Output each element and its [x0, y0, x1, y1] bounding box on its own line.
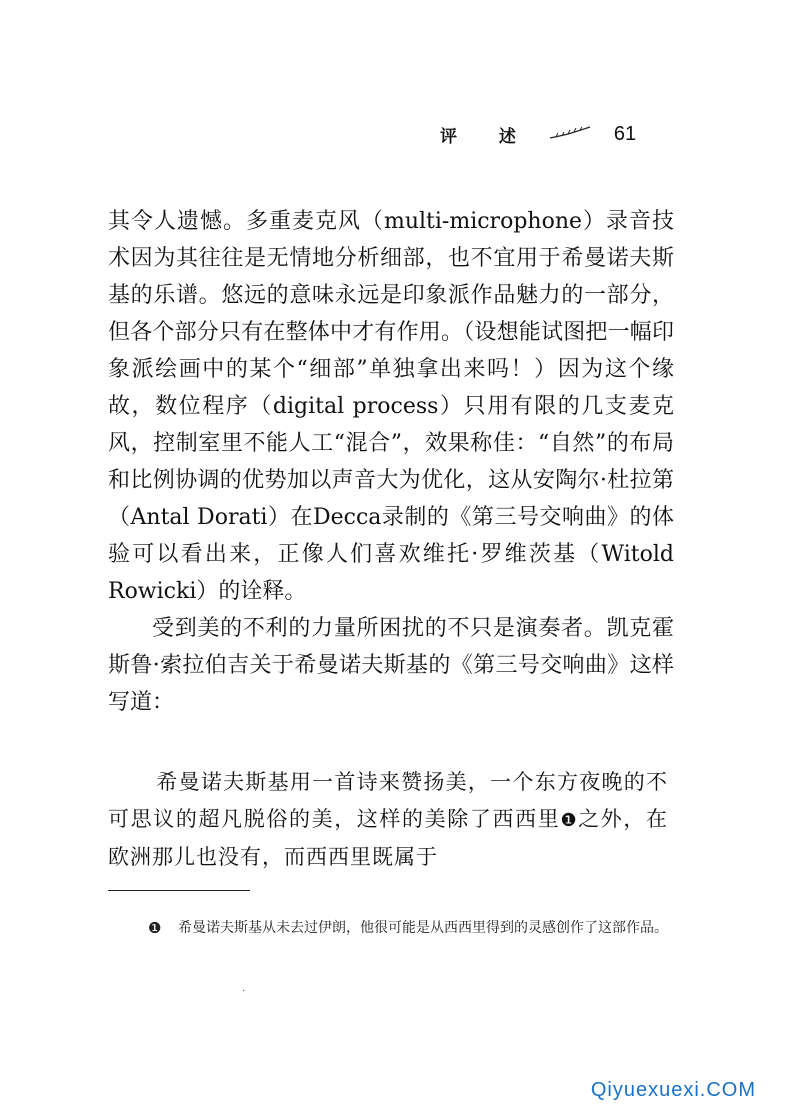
quote-text: 之外，在欧洲那儿也没有，而西西里既属于 — [108, 807, 669, 869]
quote-paragraph — [108, 764, 668, 876]
paragraph: 其令人遗憾。多重麦克风（multi-microphone）录音技术因为其往往是无情地分析细部，也不宜用于希曼诺夫斯基的乐谱。悠远的意味永远是印象派作品魅力的一部分，但各个部分只有在整体中才有作用。（设想能试图把一幅印象派绘画中的某个“细部”单独拿出来吗！）因为这个缘故，数位程序（digital process）只用有限的几支麦克风，控制室里不能人工“混合”，效果称佳：“自然”的布局和比例协调的优势加以声音大为优化，这从安陶尔·杜拉第（Antal Dorati）在Decca录制的《第三号交响曲》的体验可以看出来，正像人们喜欢维托·罗维茨基（Witold Rowicki）的诠释。 — [108, 209, 674, 604]
running-title: 评 述 — [440, 127, 534, 147]
body-text — [108, 203, 674, 721]
block-quote — [108, 764, 668, 876]
footnote — [148, 917, 673, 939]
stray-mark: · — [242, 986, 246, 997]
ornament-icon — [548, 125, 592, 144]
footnote-marker: ❶ — [148, 919, 162, 937]
page-number: 61 — [613, 123, 637, 145]
footnote-text: 希曼诺夫斯基从未去过伊朗，他很可能是从西西里得到的灵感创作了这部作品。 — [178, 920, 668, 936]
paragraph: 受到美的不利的力量所困扰的不只是演奏者。凯克霍斯鲁·索拉伯吉关于希曼诺夫斯基的《第三号交响曲》这样写道： — [108, 616, 674, 715]
footnote-divider — [108, 890, 250, 891]
watermark: Qiyuexuexi.COM — [590, 1079, 756, 1101]
quote-text: 希曼诺夫斯基用一首诗来赞扬美，一个东方夜晚的不可思议的超凡脱俗的美，这样的美除了西西里 — [108, 770, 668, 831]
page-header — [440, 122, 636, 147]
footnote-reference[interactable]: ❶ — [560, 810, 579, 831]
